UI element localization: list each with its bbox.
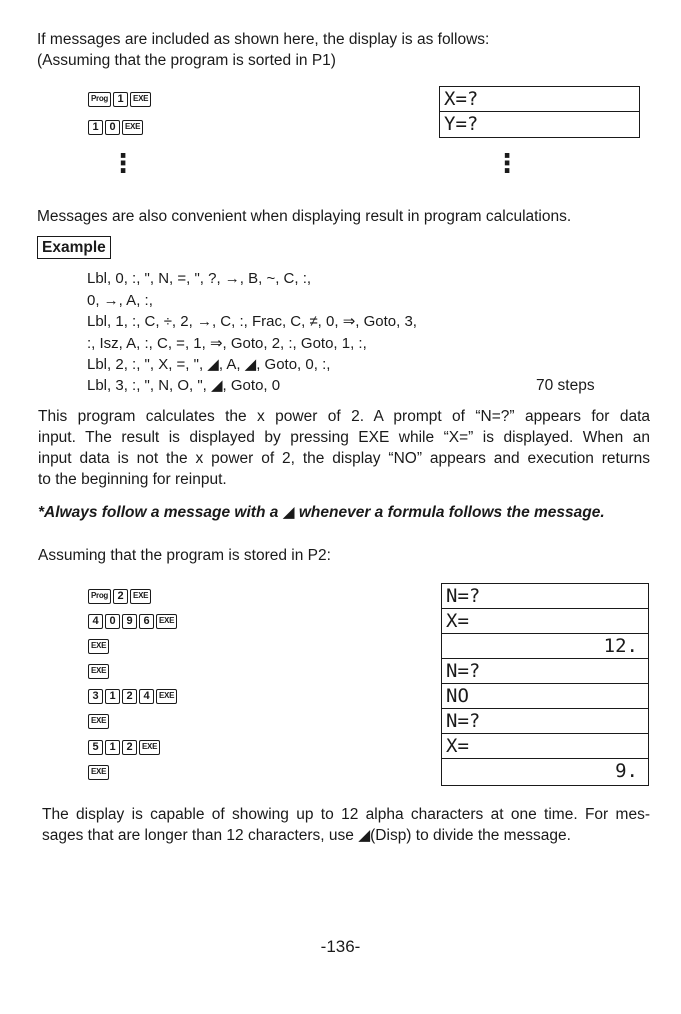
key-1: 1 — [88, 120, 103, 135]
explanation-line: This program calculates the x power of 2. A prompt of “N=?” appears for data — [38, 408, 650, 425]
messages-convenient-text: Messages are also convenient when displaying result in program calculations. — [37, 208, 572, 225]
program-line: Lbl, 3, :, ", N, O, ", ◢, Goto, 0 — [87, 377, 281, 394]
display-line: N=? — [442, 659, 648, 684]
key-1: 1 — [113, 92, 128, 107]
explanation-line: input data is not the x power of 2, the display “NO” appears and execution returns — [38, 450, 650, 467]
display-line: N=? — [442, 584, 648, 609]
explanation-line: to the beginning for reinput. — [38, 471, 227, 488]
key-4: 4 — [88, 614, 103, 629]
program-line: 0, →, A, :, — [87, 292, 153, 309]
footer-line: sages that are longer than 12 characters, use ◢(Disp) to divide the message. — [42, 827, 571, 844]
page-number: -136- — [320, 937, 361, 956]
key-exe: EXE — [156, 689, 177, 704]
key-exe: EXE — [130, 589, 151, 604]
display-line: Y=? — [444, 113, 479, 135]
key-3: 3 — [88, 689, 103, 704]
ellipsis-keys: ⋮ — [110, 148, 136, 178]
intro-line-2: (Assuming that the program is sorted in P1) — [37, 52, 336, 69]
key-exe: EXE — [88, 639, 109, 654]
display-line: NO — [442, 684, 648, 709]
explanation-paragraph — [38, 406, 650, 490]
note-text: *Always follow a message with a ◢ whenever a formula follows the message. — [38, 504, 605, 521]
key-sequence-row — [88, 589, 151, 604]
display-example-2 — [441, 583, 649, 786]
key-sequence-row — [88, 714, 109, 729]
display-line: X= — [442, 609, 648, 634]
display-line-result: 12. — [442, 634, 648, 659]
example-label: Example — [37, 236, 111, 259]
key-exe: EXE — [156, 614, 177, 629]
display-example-1 — [439, 86, 640, 138]
key-0: 0 — [105, 120, 120, 135]
program-line: Lbl, 1, :, C, ÷, 2, →, C, :, Frac, C, ≠, 0, ⇒, Goto, 3, — [87, 313, 417, 330]
explanation-line: input. The result is displayed by pressing EXE while “X=” is displayed. When an — [38, 429, 650, 446]
key-9: 9 — [122, 614, 137, 629]
steps-count: 70 steps — [536, 377, 595, 394]
program-line: :, Isz, A, :, C, =, 1, ⇒, Goto, 2, :, Goto, 1, :, — [87, 335, 367, 352]
key-sequence-row — [88, 639, 109, 654]
footer-line: The display is capable of showing up to 12 alpha characters at one time. For mes- — [42, 806, 650, 823]
key-exe: EXE — [139, 740, 160, 755]
key-exe: EXE — [130, 92, 151, 107]
key-6: 6 — [139, 614, 154, 629]
key-0: 0 — [105, 614, 120, 629]
key-5: 5 — [88, 740, 103, 755]
key-2: 2 — [122, 740, 137, 755]
key-sequence-row — [88, 765, 109, 780]
display-line: N=? — [442, 709, 648, 734]
key-sequence-row — [88, 740, 160, 755]
key-sequence-row — [88, 614, 177, 629]
key-2: 2 — [122, 689, 137, 704]
display-line-result: 9. — [615, 760, 638, 782]
key-4: 4 — [139, 689, 154, 704]
footer-paragraph — [42, 804, 650, 846]
key-1: 1 — [105, 689, 120, 704]
key-exe: EXE — [122, 120, 143, 135]
key-sequence-1 — [88, 92, 151, 107]
key-1: 1 — [105, 740, 120, 755]
key-prog: Prog — [88, 92, 111, 107]
key-prog: Prog — [88, 589, 111, 604]
key-2: 2 — [113, 589, 128, 604]
key-sequence-2 — [88, 120, 143, 135]
key-sequence-row — [88, 664, 109, 679]
key-sequence-row — [88, 689, 177, 704]
display-line: X= — [442, 734, 648, 759]
key-exe: EXE — [88, 765, 109, 780]
program-line: Lbl, 0, :, ", N, =, ", ?, →, B, ~, C, :, — [87, 270, 312, 287]
assuming-p2-text: Assuming that the program is stored in P2: — [38, 547, 331, 564]
intro-line-1: If messages are included as shown here, the display is as follows: — [37, 31, 490, 48]
display-line: X=? — [440, 87, 639, 112]
ellipsis-display: ⋮ — [494, 148, 520, 178]
program-line: Lbl, 2, :, ", X, =, ", ◢, A, ◢, Goto, 0, :, — [87, 356, 331, 373]
key-exe: EXE — [88, 714, 109, 729]
key-exe: EXE — [88, 664, 109, 679]
